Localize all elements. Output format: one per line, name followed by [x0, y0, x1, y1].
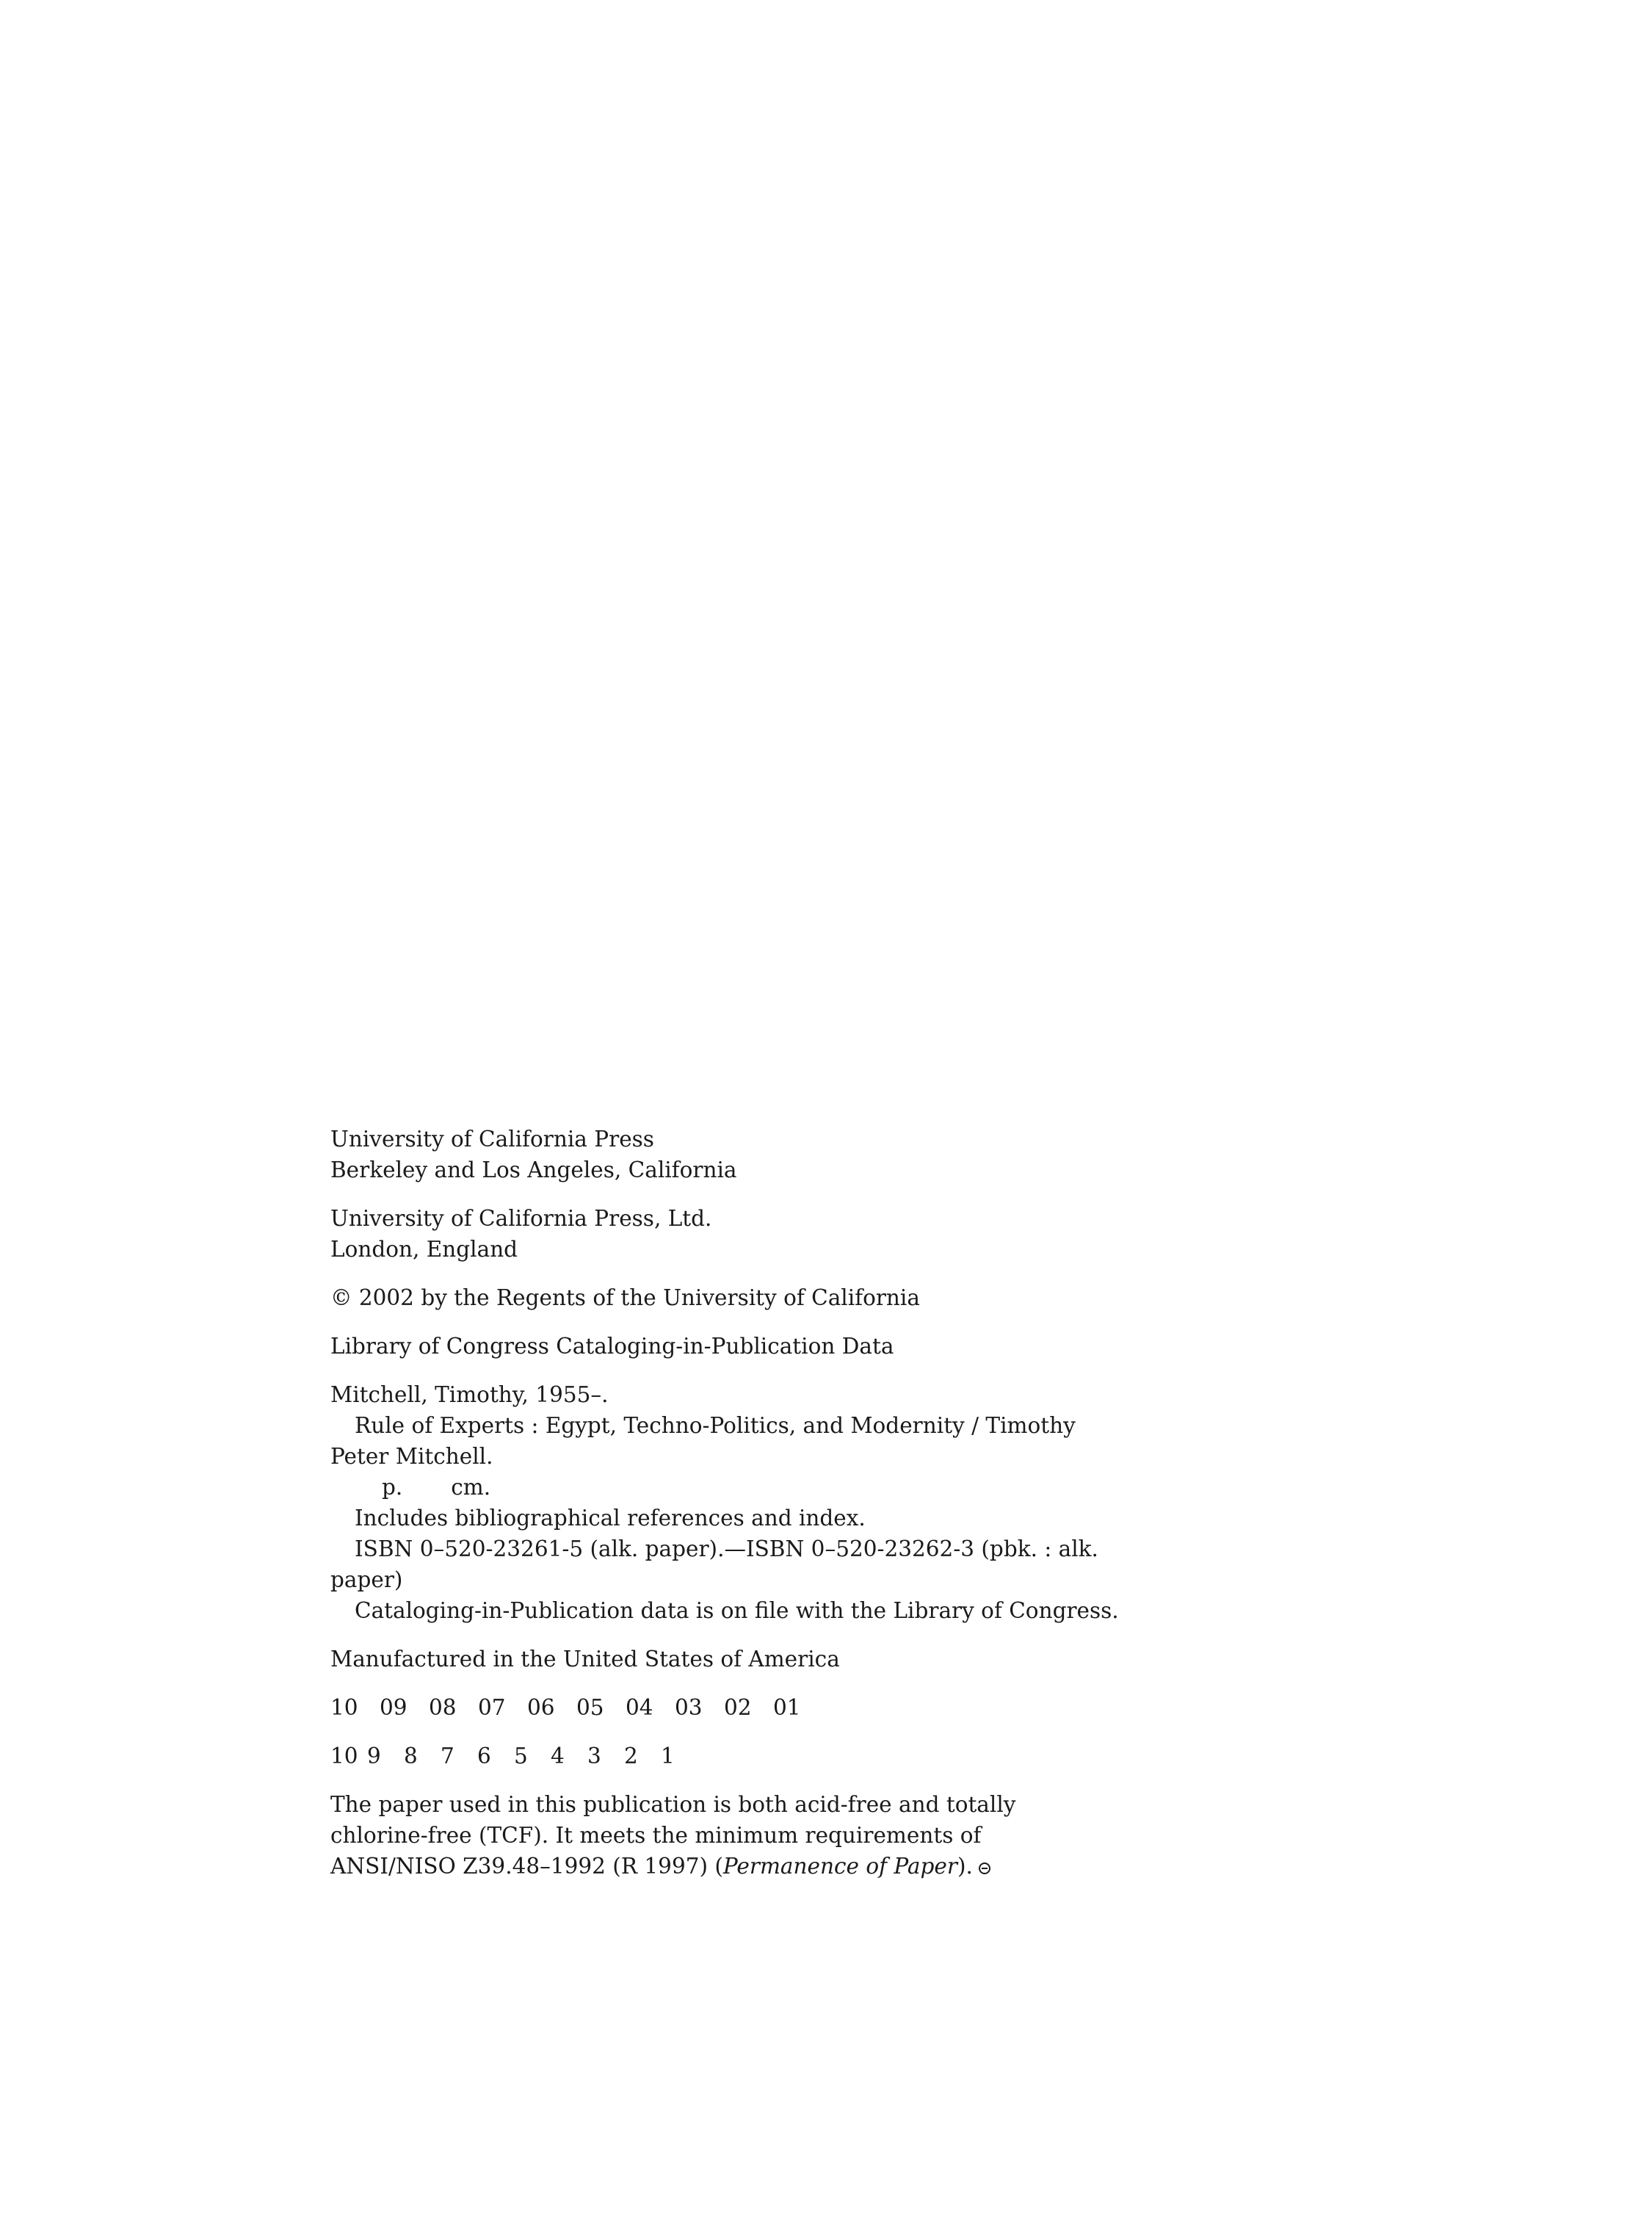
paper-note — [330, 1789, 1101, 1882]
publisher-us — [330, 1124, 1101, 1185]
printing-year: 06 — [527, 1695, 555, 1720]
printing-year: 05 — [576, 1695, 604, 1720]
publisher-uk-name: University of California Press, Ltd. — [330, 1206, 712, 1231]
cip-physical — [330, 1472, 1101, 1503]
copyright-text: © 2002 by the Regents of the University of California — [330, 1285, 920, 1310]
cip-author: Mitchell, Timothy, 1955–. — [330, 1382, 609, 1407]
impression-number: 3 — [587, 1744, 601, 1768]
impression-number: 2 — [624, 1744, 638, 1768]
cip-includes: Includes bibliographical references and index. — [355, 1506, 866, 1531]
cip-title-line2: Peter Mitchell. — [330, 1444, 493, 1469]
publisher-us-name: University of California Press — [330, 1127, 654, 1152]
cip-heading — [330, 1331, 1101, 1362]
printing-years-row — [330, 1692, 1101, 1723]
impression-number: 1 — [661, 1744, 675, 1768]
impression-number: 7 — [441, 1744, 454, 1768]
paper-note-close: ). — [957, 1854, 973, 1879]
printing-year: 07 — [478, 1695, 506, 1720]
impression-number: 8 — [404, 1744, 418, 1768]
cip-isbn-line2: paper) — [330, 1567, 403, 1592]
printing-year: 01 — [773, 1695, 801, 1720]
manufactured — [330, 1644, 1101, 1674]
copyright-notice — [330, 1282, 1101, 1313]
printing-year: 10 — [330, 1695, 358, 1720]
publisher-uk — [330, 1203, 1101, 1265]
manufactured-text: Manufactured in the United States of America — [330, 1647, 840, 1672]
cip-heading-text: Library of Congress Cataloging-in-Publication Data — [330, 1334, 894, 1359]
cip-isbn-line1: ISBN 0–520-23261-5 (alk. paper).—ISBN 0–520-23262-3 (pbk. : alk. — [355, 1536, 1098, 1561]
impression-number: 4 — [551, 1744, 565, 1768]
cip-cm: cm. — [451, 1475, 491, 1500]
impression-number: 10 — [330, 1744, 358, 1768]
permanence-of-paper-icon — [979, 1863, 990, 1874]
impression-number: 9 — [367, 1744, 381, 1768]
printing-year: 03 — [675, 1695, 703, 1720]
copyright-block — [330, 1124, 1119, 1899]
cip-note: Cataloging-in-Publication data is on file with the Library of Congress. — [355, 1598, 1119, 1623]
cip-record — [330, 1379, 1119, 1626]
printing-year: 02 — [724, 1695, 752, 1720]
publisher-uk-location: London, England — [330, 1237, 518, 1262]
cip-title-line1: Rule of Experts : Egypt, Techno-Politics, and Modernity / Timothy — [355, 1413, 1076, 1438]
printing-year: 09 — [380, 1695, 407, 1720]
paper-note-italic: Permanence of Paper — [722, 1854, 957, 1879]
impressions-row — [330, 1741, 1101, 1771]
impression-number: 5 — [514, 1744, 528, 1768]
cip-p: p. — [382, 1475, 403, 1500]
printing-year: 08 — [429, 1695, 457, 1720]
paper-note-text: The paper used in this publication is both acid-free and totally chlorine-free (TCF). It meets the minimum requirements of ANSI/NISO Z39.48–1992 (R 1997) ( — [330, 1792, 1016, 1879]
impression-number: 6 — [477, 1744, 491, 1768]
publisher-us-location: Berkeley and Los Angeles, California — [330, 1157, 737, 1182]
printing-year: 04 — [626, 1695, 653, 1720]
